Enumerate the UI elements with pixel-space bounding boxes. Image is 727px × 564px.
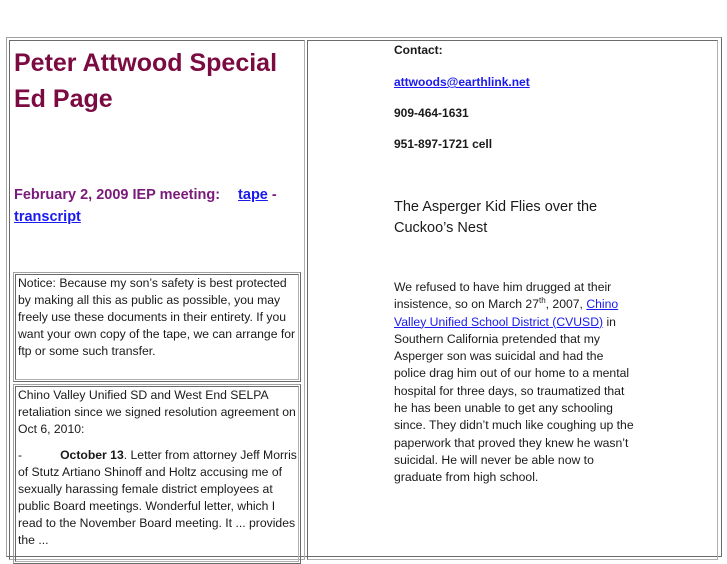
story-heading: The Asperger Kid Flies over the Cuckoo’s Nest xyxy=(394,199,598,236)
email-link[interactable]: attwoods@earthlink.net xyxy=(394,75,530,89)
item-bullet: - xyxy=(18,448,23,462)
item-text: . Letter from attorney Jeff Morris of Stutz Artiano Shinoff and Holtz accusing me of sexually harassing female district employees at public Board meetings. Wonderful letter, which I read to the November Board meeting. It ... provides the ... xyxy=(18,448,297,547)
iep-separator: - xyxy=(271,187,277,203)
layout-table xyxy=(6,37,722,557)
retaliation-content xyxy=(15,386,299,562)
notice-text: Notice: Because my son’s safety is best protected by making all this as public as possible, you may freely use these documents in their entirety. If you want your own copy of the tape, we can arrange for ftp or some such transfer. xyxy=(15,274,299,380)
tape-link[interactable]: tape xyxy=(238,187,268,203)
page-title: Peter Attwood Special Ed Page xyxy=(14,49,278,113)
story-part-1: We refused to have him drugged at their insistence, so on March 27 xyxy=(394,280,612,312)
ordinal-suffix: th xyxy=(538,296,546,306)
transcript-link[interactable]: transcript xyxy=(14,209,81,225)
cvusd-link[interactable]: Chino Valley Unified School District (CVUSD) xyxy=(394,297,619,329)
iep-meeting-line xyxy=(14,184,304,228)
story-text xyxy=(394,279,634,487)
contact-label: Contact: xyxy=(394,43,443,57)
phone-number: 909-464-1631 xyxy=(394,106,469,120)
notice-box xyxy=(13,272,301,382)
story-part-3: in Southern California pretended that my Asperger son was suicidal and had the police drag him out of our home to a mental hospital for three days, so traumatized that he has been unable to get any schooling since. They didn’t much like coughing up the paperwork that proved they knew he wasn’t suicidal. He will never be able now to graduate from high school. xyxy=(394,314,634,485)
retaliation-item xyxy=(18,447,297,549)
retaliation-box xyxy=(13,384,301,564)
retaliation-intro: Chino Valley Unified SD and West End SELPA retaliation since we signed resolution agreement on Oct 6, 2010: xyxy=(18,388,296,436)
cell-number: 951-897-1721 cell xyxy=(394,137,493,151)
left-column xyxy=(9,40,305,560)
iep-meeting-label: February 2, 2009 IEP meeting: xyxy=(14,187,221,203)
item-date: October 13 xyxy=(60,448,124,462)
right-column xyxy=(307,40,718,560)
story-part-2: , 2007, xyxy=(545,297,587,312)
